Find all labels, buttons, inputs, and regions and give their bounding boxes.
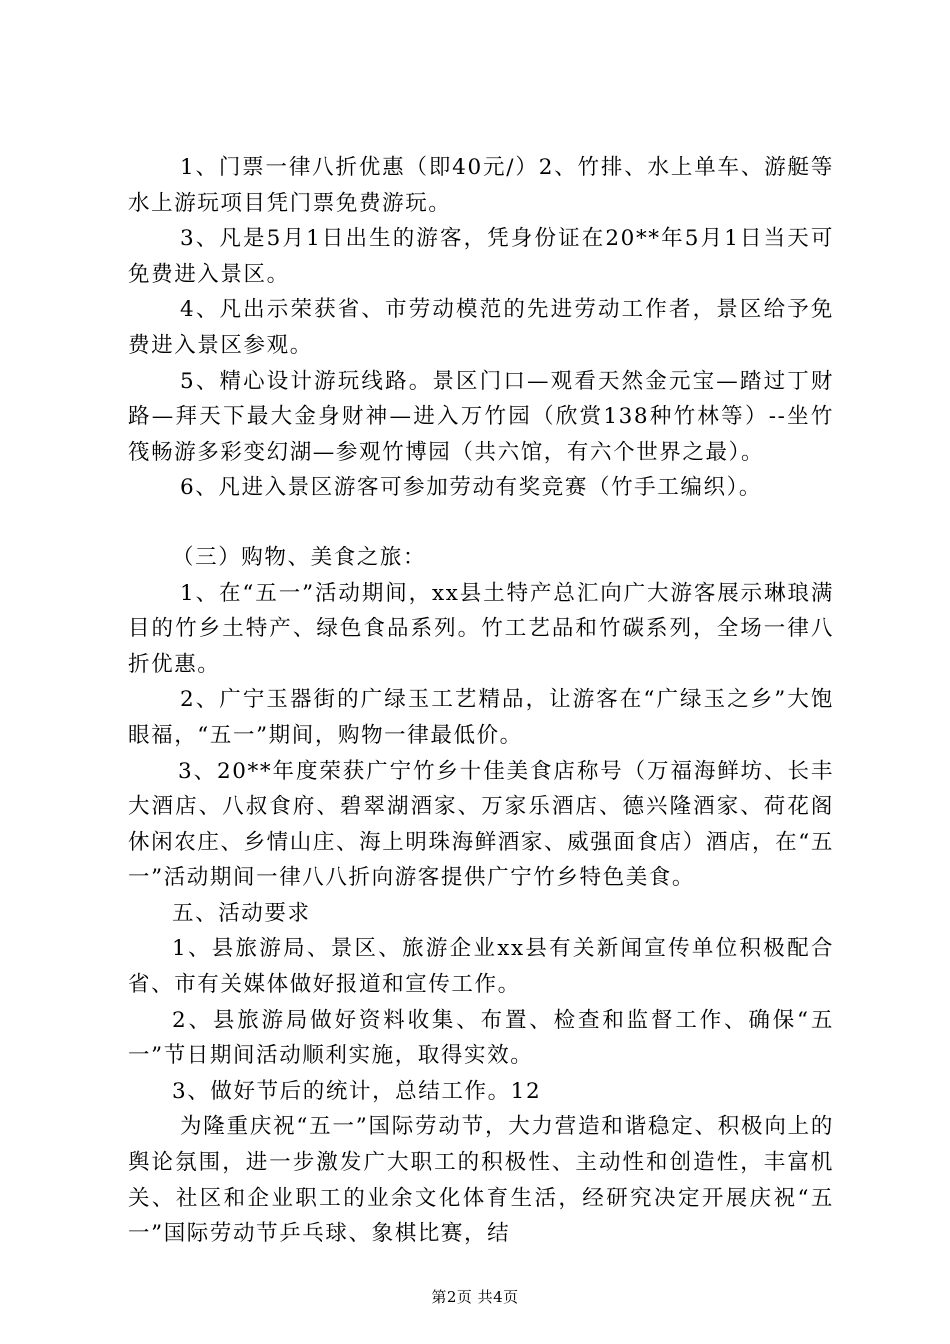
paragraph-gap [128, 506, 834, 540]
document-body [128, 150, 834, 1252]
body-paragraph: 3、20**年度荣获广宁竹乡十佳美食店称号（万福海鲜坊、长丰大酒店、八叔食府、碧翠湖酒家、万家乐酒店、德兴隆酒家、荷花阁休闲农庄、乡情山庄、海上明珠海鲜酒家、威强面食店）酒店，在“五一”活动期间一律八八折向游客提供广宁竹乡特色美食。 [128, 758, 834, 891]
body-paragraph: 为隆重庆祝“五一”国际劳动节，大力营造和谐稳定、积极向上的舆论氛围，进一步激发广大职工的积极性、主动性和创造性，丰富机关、社区和企业职工的业余文化体育生活，经研究决定开展庆祝“五一”国际劳动节乒乓球、象棋比赛，结 [128, 1114, 834, 1247]
body-paragraph: 1、县旅游局、景区、旅游企业xx县有关新闻宣传单位积极配合省、市有关媒体做好报道和宣传工作。 [128, 936, 834, 998]
page-footer: 第2页 共4页 [431, 1288, 519, 1306]
body-paragraph: 1、门票一律八折优惠（即40元/）2、竹排、水上单车、游艇等水上游玩项目凭门票免费游玩。 [128, 155, 834, 216]
body-paragraph: 五、活动要求 [172, 900, 311, 926]
body-paragraph: 1、在“五一”活动期间，xx县土特产总汇向广大游客展示琳琅满目的竹乡土特产、绿色食品系列。竹工艺品和竹碳系列，全场一律八折优惠。 [128, 580, 834, 677]
body-paragraph: 2、广宁玉器街的广绿玉工艺精品，让游客在“广绿玉之乡”大饱眼福，“五一”期间，购物一律最低价。 [128, 687, 834, 748]
body-paragraph: 3、做好节后的统计，总结工作。12 [172, 1078, 542, 1104]
body-paragraph: （三）购物、美食之旅： [172, 544, 427, 570]
body-paragraph: 5、精心设计游玩线路。景区门口—观看天然金元宝—踏过丁财路—拜天下最大金身财神—进入万竹园（欣赏138种竹林等）--坐竹筏畅游多彩变幻湖—参观竹博园（共六馆，有六个世界之最）。 [128, 368, 834, 465]
body-paragraph: 6、凡进入景区游客可参加劳动有奖竞赛（竹手工编织）。 [180, 475, 763, 501]
body-paragraph: 2、县旅游局做好资料收集、布置、检查和监督工作、确保“五一”节日期间活动顺利实施，取得实效。 [128, 1007, 834, 1069]
body-paragraph: 3、凡是5月1日出生的游客，凭身份证在20**年5月1日当天可免费进入景区。 [128, 226, 834, 287]
body-paragraph: 4、凡出示荣获省、市劳动模范的先进劳动工作者，景区给予免费进入景区参观。 [128, 297, 834, 358]
